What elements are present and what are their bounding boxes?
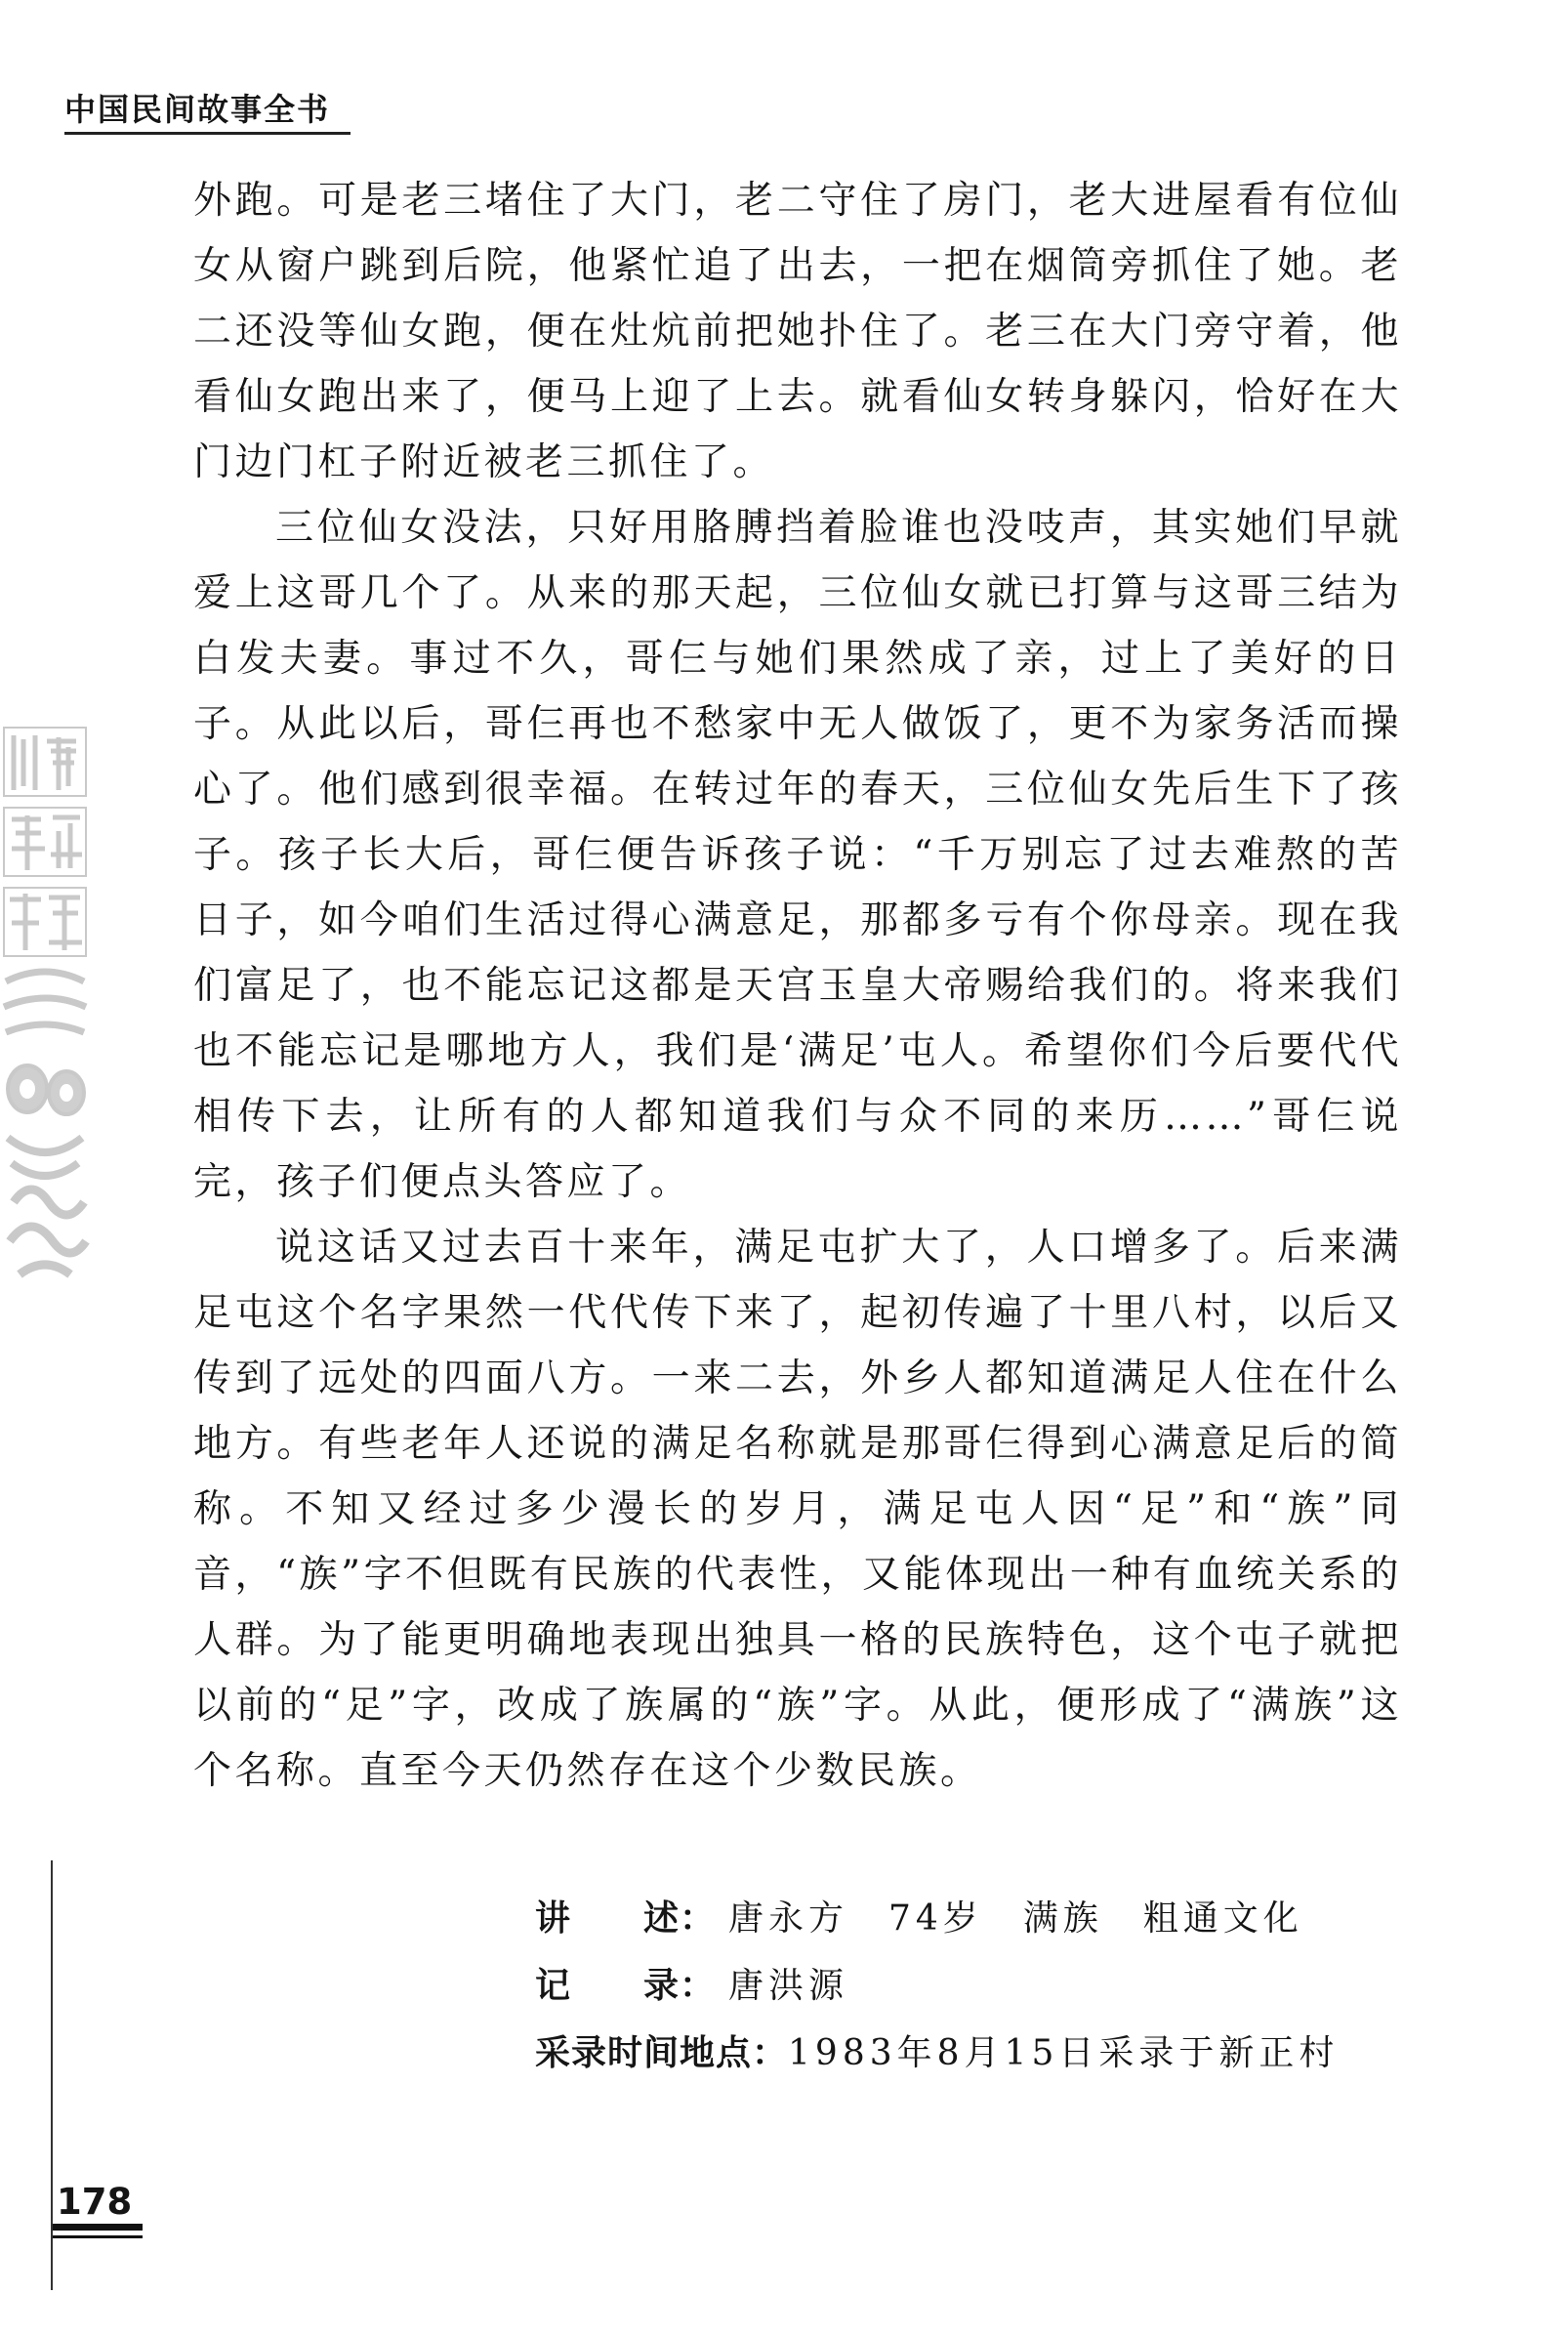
recorder-value: 唐洪源 [728,1966,849,2006]
time-place-label: 采录时间地点： [535,2033,789,2073]
time-place-row [535,2020,1339,2087]
footer-rule-thick [53,2224,143,2231]
side-logo-watermark [0,718,90,1294]
watermark-text-block [4,728,86,956]
time-place-value: 1983年8月15日采录于新正村 [788,2033,1340,2073]
running-head-underline [64,132,351,135]
narrator-label: 讲 述： [535,1898,717,1939]
story-paragraph: 三位仙女没法，只好用胳膊挡着脸谁也没吱声，其实她们早就爱上这哥几个了。从来的那天起，三位仙女就已打算与这哥三结为白发夫妻。事过不久，哥仨与她们果然成了亲，过上了美好的日子。从此以后，哥仨再也不愁家中无人做饭了，更不为家务活而操心了。他们感到很幸福。在转过年的春天，三位仙女先后生下了孩子。孩子长大后，哥仨便告诉孩子说：“千万别忘了过去难熬的苦日子，如今咱们生活过得心满意足，那都多亏有个你母亲。现在我们富足了，也不能忘记这都是天宫玉皇大帝赐给我们的。将来我们也不能忘记是哪地方人，我们是‘满足’屯人。希望你们今后要代代相传下去，让所有的人都知道我们与众不同的来历……”哥仨说完，孩子们便点头答应了。 [193,506,1402,1204]
running-head-book-title: 中国民间故事全书 [64,91,331,128]
story-text [193,168,1402,1804]
footer-rule-thin [53,2235,143,2238]
recorder-label: 记 录： [535,1966,717,2006]
recorder-row [535,1952,1339,2020]
story-paragraph: 外跑。可是老三堵住了大门，老二守住了房门，老大进屋看有位仙女从窗户跳到后院，他紧忙追了出去，一把在烟筒旁抓住了她。老二还没等仙女跑，便在灶炕前把她扑住了。老三在大门旁守着，他看仙女跑出来了，便马上迎了上去。就看仙女转身躲闪，恰好在大门边门杠子附近被老三抓住了。 [193,179,1402,484]
narrator-info [535,1885,1339,2087]
narrator-row [535,1885,1339,1952]
narrator-value: 唐永方 74岁 满族 粗通文化 [728,1898,1303,1939]
page-number: 178 [57,2181,133,2223]
watermark-mask-figure [4,972,86,1274]
story-paragraph: 说这话又过去百十来年，满足屯扩大了，人口增多了。后来满足屯这个名字果然一代代传下来了，起初传遍了十里八村，以后又传到了远处的四面八方。一来二去，外乡人都知道满足人住在什么地方。有些老年人还说的满足名称就是那哥仨得到心满意足后的简称。不知又经过多少漫长的岁月，满足屯人因“足”和“族”同音，“族”字不但既有民族的代表性，又能体现出一种有血统关系的人群。为了能更明确地表现出独具一格的民族特色，这个屯子就把以前的“足”字，改成了族属的“族”字。从此，便形成了“满族”这个名称。直至今天仍然存在这个少数民族。 [193,1226,1402,1793]
